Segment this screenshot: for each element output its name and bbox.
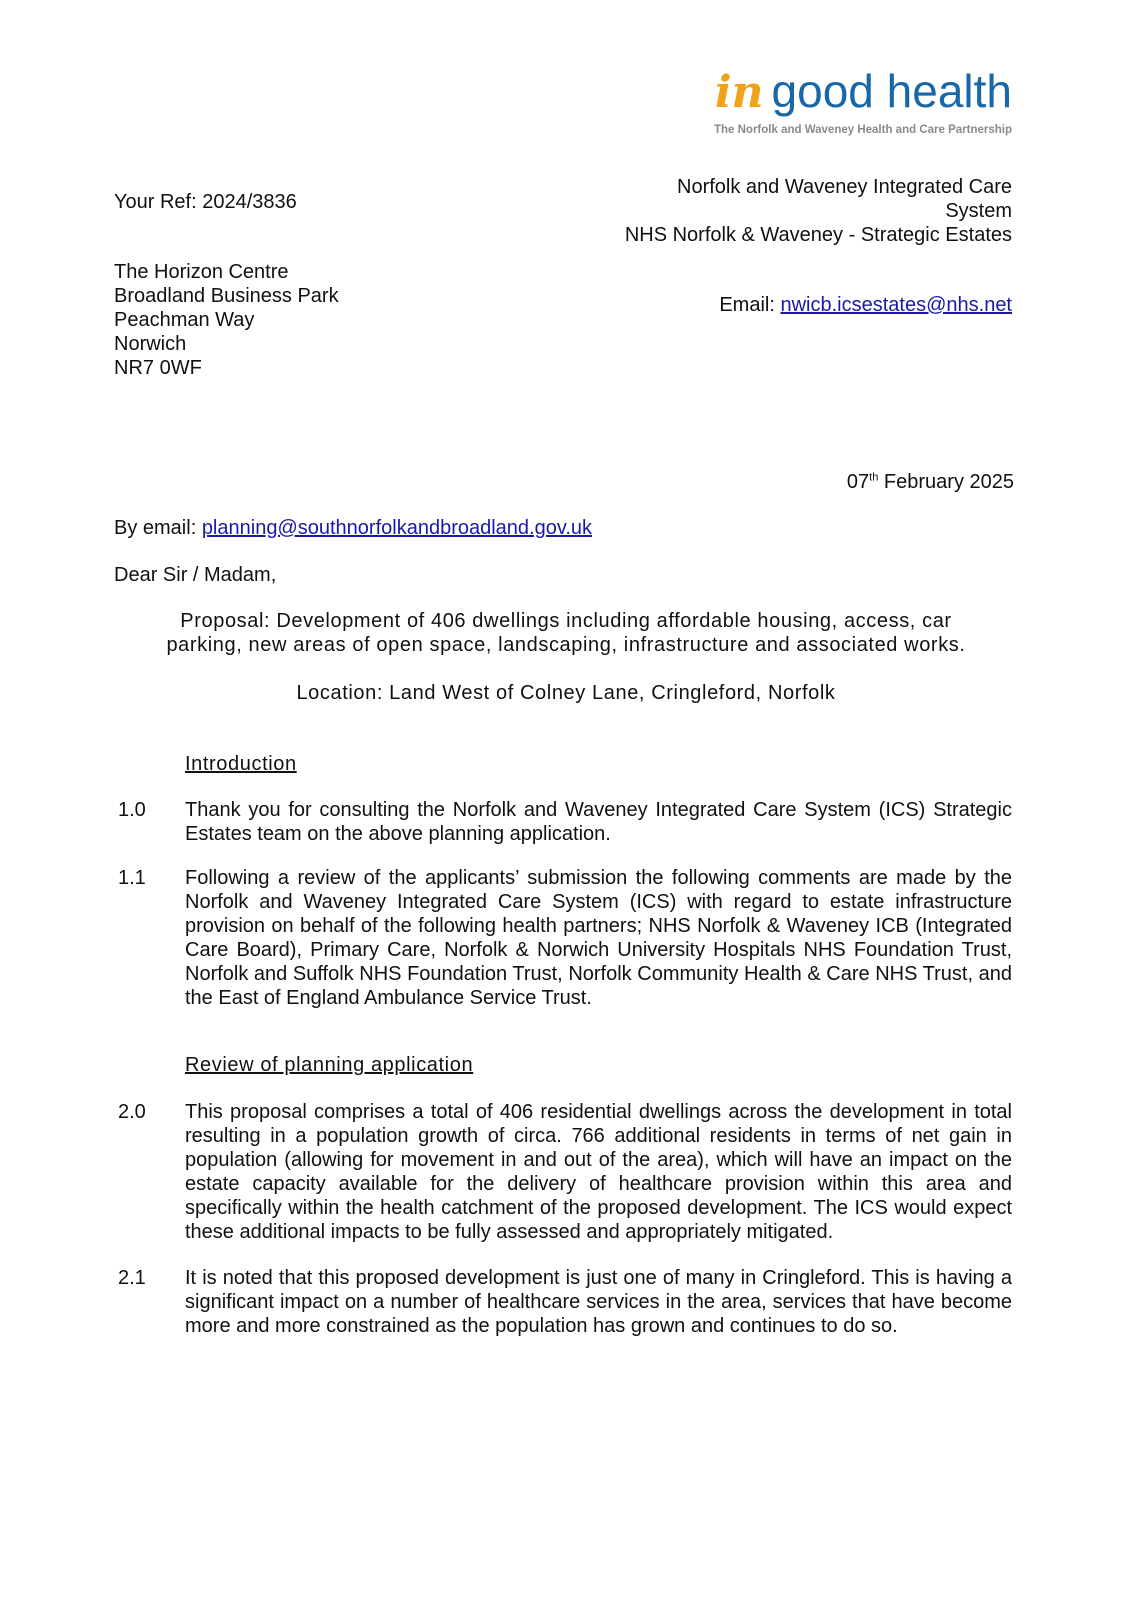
paragraph-number: 1.0 bbox=[118, 799, 146, 821]
date-day: 07 bbox=[846, 471, 870, 493]
address-line: Broadland Business Park bbox=[114, 285, 339, 307]
sender-line: Norfolk and Waveney Integrated Care bbox=[677, 176, 1012, 198]
paragraph-text: It is noted that this proposed development is just one of many in Cringleford. This is having a significant impact on a number of healthcare services in the area, services that have become more and more constrained as the population has grown and continues to do so. bbox=[185, 1267, 1012, 1337]
logo-wordmark bbox=[714, 66, 1012, 118]
sender-email-line bbox=[719, 293, 1012, 317]
address-line: Norwich bbox=[114, 333, 187, 355]
sender-block bbox=[625, 175, 1012, 247]
salutation: Dear Sir / Madam, bbox=[114, 564, 277, 586]
planning-email-link[interactable]: planning@southnorfolkandbroadland.gov.uk bbox=[201, 517, 593, 539]
address-line: The Horizon Centre bbox=[114, 261, 289, 283]
letter-date bbox=[847, 470, 1014, 494]
paragraph-2-1 bbox=[118, 1266, 1012, 1338]
address-line: NR7 0WF bbox=[114, 357, 202, 379]
proposal bbox=[120, 609, 1012, 657]
paragraph-text: Thank you for consulting the Norfolk and Waveney Integrated Care System (ICS) Strategic Estates team on the above planning application. bbox=[185, 799, 1012, 845]
section-heading-introduction: Introduction bbox=[185, 753, 297, 775]
paragraph-2-0 bbox=[118, 1100, 1012, 1244]
logo-prefix: in bbox=[714, 67, 764, 118]
proposal-line: Proposal: Development of 406 dwellings including affordable housing, access, car bbox=[180, 610, 952, 632]
logo-main-text: good health bbox=[771, 65, 1012, 117]
paragraph-number: 2.0 bbox=[118, 1101, 146, 1123]
date-rest: February 2025 bbox=[878, 471, 1014, 493]
paragraph-number: 2.1 bbox=[118, 1267, 146, 1289]
paragraph-1-1 bbox=[118, 866, 1012, 1010]
paragraph-1-0 bbox=[118, 798, 1012, 846]
sender-email-label: Email: bbox=[719, 294, 781, 316]
proposal-line: parking, new areas of open space, landscaping, infrastructure and associated works. bbox=[166, 634, 966, 656]
sender-email-link[interactable]: nwicb.icsestates@nhs.net bbox=[780, 294, 1012, 316]
section-heading-review: Review of planning application bbox=[185, 1054, 474, 1076]
reference: Your Ref: 2024/3836 bbox=[114, 191, 297, 213]
sender-line: NHS Norfolk & Waveney - Strategic Estates bbox=[624, 224, 1012, 246]
paragraph-number: 1.1 bbox=[118, 867, 146, 889]
by-email-line bbox=[114, 516, 592, 540]
sender-line: System bbox=[945, 200, 1012, 222]
by-email-label: By email: bbox=[114, 517, 202, 539]
paragraph-text: This proposal comprises a total of 406 residential dwellings across the development in total resulting in a population growth of circa. 766 additional residents in terms of net gain in population (allowing for movement in and out of the area), which will have an impact on the estate capacity available for the delivery of healthcare provision within this area and specifically within the health catchment of the proposed development. The ICS would expect these additional impacts to be fully assessed and appropriately mitigated. bbox=[185, 1101, 1012, 1243]
logo-tagline: The Norfolk and Waveney Health and Care Partnership bbox=[713, 124, 1012, 136]
location: Location: Land West of Colney Lane, Cringleford, Norfolk bbox=[296, 682, 836, 704]
recipient-address bbox=[114, 260, 339, 380]
organisation-logo bbox=[714, 66, 1012, 136]
paragraph-text: Following a review of the applicants’ submission the following comments are made by the Norfolk and Waveney Integrated Care System (ICS) with regard to estate infrastructure provision on behalf of the following health partners; NHS Norfolk & Waveney ICB (Integrated Care Board), Primary Care, Norfolk & Norwich University Hospitals NHS Foundation Trust, Norfolk and Suffolk NHS Foundation Trust, Norfolk Community Health & Care NHS Trust, and the East of England Ambulance Service Trust. bbox=[185, 867, 1012, 1009]
date-suffix: th bbox=[869, 471, 879, 484]
address-line: Peachman Way bbox=[114, 309, 255, 331]
